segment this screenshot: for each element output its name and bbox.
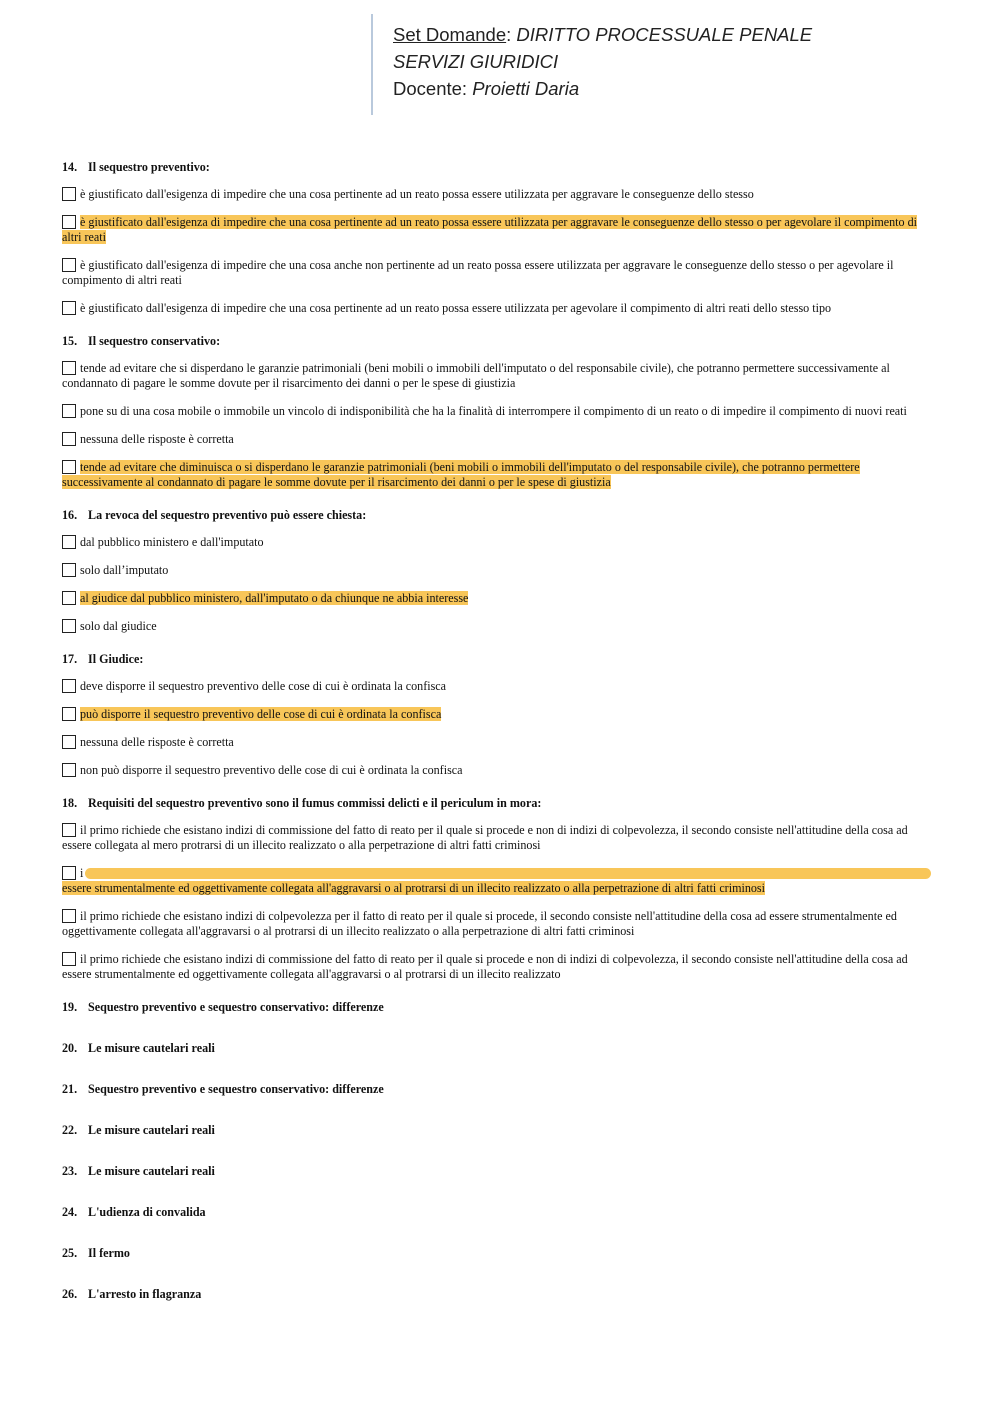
question-text: Le misure cautelari reali bbox=[88, 1041, 215, 1055]
question-text: L'udienza di convalida bbox=[88, 1205, 206, 1219]
question-text: Le misure cautelari reali bbox=[88, 1123, 215, 1137]
question-number: 14. bbox=[62, 160, 78, 174]
set-line bbox=[393, 21, 812, 48]
answer-option bbox=[62, 619, 936, 634]
answer-text: il primo richiede che esistano indizi di colpevolezza per il fatto di reato per il quale si procede, il secondo consiste nell'attitudine della cosa ad essere strumentalmente ed oggettivamente collegata all'aggravarsi o al protrarsi di un illecito realizzato o alla perpetrazione di altri fatti criminosi bbox=[62, 909, 897, 938]
answer-option bbox=[62, 952, 936, 982]
document-header bbox=[371, 14, 812, 115]
question-number: 24. bbox=[62, 1205, 78, 1219]
answer-option bbox=[62, 735, 936, 750]
answer-option-highlighted bbox=[62, 591, 936, 606]
answer-checkbox[interactable] bbox=[62, 909, 76, 923]
answer-option bbox=[62, 301, 936, 316]
question-text: L'arresto in flagranza bbox=[88, 1287, 202, 1301]
question-number: 18. bbox=[62, 796, 78, 810]
question-text: Requisiti del sequestro preventivo sono il fumus commissi delicti e il periculum in mora: bbox=[88, 796, 542, 810]
answer-checkbox[interactable] bbox=[62, 535, 76, 549]
answer-checkbox[interactable] bbox=[62, 460, 76, 474]
question-title bbox=[62, 1246, 936, 1261]
answer-text-partial: i bbox=[80, 866, 84, 880]
question-number: 21. bbox=[62, 1082, 78, 1096]
highlight-overlay bbox=[85, 868, 931, 879]
question-number: 15. bbox=[62, 334, 78, 348]
question-text: Il Giudice: bbox=[88, 652, 144, 666]
question-25 bbox=[62, 1246, 936, 1261]
subject-line-1: DIRITTO PROCESSUALE PENALE bbox=[516, 24, 813, 45]
set-colon: : bbox=[506, 24, 512, 45]
question-text: Il sequestro conservativo: bbox=[88, 334, 221, 348]
answer-text: tende ad evitare che diminuisca o si disperdano le garanzie patrimoniali (beni mobili o immobili dell'imputato o del responsabile civile), che potranno permettere successivamente al condannato di pagare le somme dovute per il risarcimento dei danni o per le spese di giustizia bbox=[62, 460, 860, 489]
answer-text: il primo richiede che esistano indizi di commissione del fatto di reato per il quale si procede e non di indizi di colpevolezza, il secondo consiste nell'attitudine della cosa ad essere collegata al mero protrarsi di un illecito realizzato o alla perpetrazione di altri fatti criminosi bbox=[62, 823, 908, 852]
questions-content bbox=[62, 160, 936, 1328]
question-number: 19. bbox=[62, 1000, 78, 1014]
question-15 bbox=[62, 334, 936, 490]
answer-checkbox[interactable] bbox=[62, 823, 76, 837]
answer-checkbox[interactable] bbox=[62, 215, 76, 229]
answer-checkbox[interactable] bbox=[62, 763, 76, 777]
answer-option bbox=[62, 535, 936, 550]
question-number: 25. bbox=[62, 1246, 78, 1260]
answer-checkbox[interactable] bbox=[62, 301, 76, 315]
question-number: 23. bbox=[62, 1164, 78, 1178]
answer-text: solo dal giudice bbox=[80, 619, 157, 633]
question-number: 20. bbox=[62, 1041, 78, 1055]
answer-checkbox[interactable] bbox=[62, 404, 76, 418]
answer-option bbox=[62, 823, 936, 853]
answer-checkbox[interactable] bbox=[62, 679, 76, 693]
question-number: 17. bbox=[62, 652, 78, 666]
question-title bbox=[62, 1000, 936, 1015]
answer-text: dal pubblico ministero e dall'imputato bbox=[80, 535, 264, 549]
answer-checkbox[interactable] bbox=[62, 187, 76, 201]
question-20 bbox=[62, 1041, 936, 1056]
answer-text: nessuna delle risposte è corretta bbox=[80, 432, 234, 446]
answer-checkbox[interactable] bbox=[62, 735, 76, 749]
teacher-label: Docente: bbox=[393, 78, 468, 99]
question-22 bbox=[62, 1123, 936, 1138]
answer-text: è giustificato dall'esigenza di impedire che una cosa pertinente ad un reato possa essere utilizzata per agevolare il compimento di altri reati dello stesso tipo bbox=[80, 301, 832, 315]
answer-checkbox[interactable] bbox=[62, 563, 76, 577]
question-23 bbox=[62, 1164, 936, 1179]
answer-option bbox=[62, 432, 936, 447]
question-16 bbox=[62, 508, 936, 634]
question-14 bbox=[62, 160, 936, 316]
question-18 bbox=[62, 796, 936, 982]
question-title bbox=[62, 1123, 936, 1138]
question-number: 16. bbox=[62, 508, 78, 522]
answer-checkbox[interactable] bbox=[62, 866, 76, 880]
question-title bbox=[62, 334, 936, 349]
question-17 bbox=[62, 652, 936, 778]
question-title bbox=[62, 160, 936, 175]
question-title bbox=[62, 1164, 936, 1179]
teacher-line bbox=[393, 75, 812, 102]
answer-checkbox[interactable] bbox=[62, 591, 76, 605]
answer-option-highlighted bbox=[62, 215, 936, 245]
answer-text: solo dall’imputato bbox=[80, 563, 169, 577]
question-title bbox=[62, 1082, 936, 1097]
answer-option bbox=[62, 361, 936, 391]
answer-text: può disporre il sequestro preventivo delle cose di cui è ordinata la confisca bbox=[80, 707, 442, 721]
answer-checkbox[interactable] bbox=[62, 952, 76, 966]
answer-option bbox=[62, 563, 936, 578]
answer-text: deve disporre il sequestro preventivo delle cose di cui è ordinata la confisca bbox=[80, 679, 447, 693]
question-title bbox=[62, 796, 936, 811]
answer-option bbox=[62, 187, 936, 202]
answer-text: è giustificato dall'esigenza di impedire che una cosa pertinente ad un reato possa essere utilizzata per aggravare le conseguenze dello stesso o per agevolare il compimento di altri reati bbox=[62, 215, 917, 244]
question-number: 26. bbox=[62, 1287, 78, 1301]
question-19 bbox=[62, 1000, 936, 1015]
question-21 bbox=[62, 1082, 936, 1097]
answer-text: il primo richiede che esistano indizi di commissione del fatto di reato per il quale si procede e non di indizi di colpevolezza, il secondo consiste nell'attitudine della cosa ad essere strumentalmente ed oggettivamente collegata all'aggravarsi o al protrarsi di un illecito realizzato bbox=[62, 952, 908, 981]
answer-checkbox[interactable] bbox=[62, 361, 76, 375]
answer-checkbox[interactable] bbox=[62, 432, 76, 446]
answer-checkbox[interactable] bbox=[62, 619, 76, 633]
question-title bbox=[62, 1205, 936, 1220]
question-26 bbox=[62, 1287, 936, 1302]
question-number: 22. bbox=[62, 1123, 78, 1137]
answer-text: essere strumentalmente ed oggettivamente collegata all'aggravarsi o al protrarsi di un illecito realizzato o alla perpetrazione di altri fatti criminosi bbox=[62, 881, 765, 895]
question-title bbox=[62, 508, 936, 523]
question-text: Le misure cautelari reali bbox=[88, 1164, 215, 1178]
teacher-name: Proietti Daria bbox=[472, 78, 580, 99]
answer-option-highlighted bbox=[62, 866, 936, 896]
question-title bbox=[62, 1041, 936, 1056]
answer-text: pone su di una cosa mobile o immobile un vincolo di indisponibilità che ha la finalità di interrompere il compimento di un reato o di impedire il compimento di nuovi reati bbox=[80, 404, 907, 418]
question-text: Il sequestro preventivo: bbox=[88, 160, 210, 174]
answer-option bbox=[62, 404, 936, 419]
answer-text: tende ad evitare che si disperdano le garanzie patrimoniali (beni mobili o immobili dell'imputato o del responsabile civile), che potranno permettere successivamente al condannato di pagare le somme dovute per il risarcimento dei danni o per le spese di giustizia bbox=[62, 361, 890, 390]
question-text: Il fermo bbox=[88, 1246, 130, 1260]
question-text: Sequestro preventivo e sequestro conservativo: differenze bbox=[88, 1082, 384, 1096]
answer-text: non può disporre il sequestro preventivo delle cose di cui è ordinata la confisca bbox=[80, 763, 463, 777]
answer-checkbox[interactable] bbox=[62, 707, 76, 721]
set-label: Set Domande bbox=[393, 24, 507, 45]
answer-text: nessuna delle risposte è corretta bbox=[80, 735, 234, 749]
answer-option bbox=[62, 909, 936, 939]
answer-option-highlighted bbox=[62, 707, 936, 722]
question-title bbox=[62, 652, 936, 667]
answer-checkbox[interactable] bbox=[62, 258, 76, 272]
answer-option bbox=[62, 258, 936, 288]
subject-line-2: SERVIZI GIURIDICI bbox=[393, 51, 559, 72]
answer-text: è giustificato dall'esigenza di impedire che una cosa anche non pertinente ad un reato possa essere utilizzata per aggravare le conseguenze dello stesso o per agevolare il compimento di altri reati bbox=[62, 258, 894, 287]
question-title bbox=[62, 1287, 936, 1302]
question-text: La revoca del sequestro preventivo può essere chiesta: bbox=[88, 508, 367, 522]
answer-option bbox=[62, 763, 936, 778]
answer-option bbox=[62, 679, 936, 694]
question-24 bbox=[62, 1205, 936, 1220]
answer-text: al giudice dal pubblico ministero, dall'imputato o da chiunque ne abbia interesse bbox=[80, 591, 469, 605]
answer-text: è giustificato dall'esigenza di impedire che una cosa pertinente ad un reato possa essere utilizzata per aggravare le conseguenze dello stesso bbox=[80, 187, 754, 201]
answer-option-highlighted bbox=[62, 460, 936, 490]
question-text: Sequestro preventivo e sequestro conservativo: differenze bbox=[88, 1000, 384, 1014]
